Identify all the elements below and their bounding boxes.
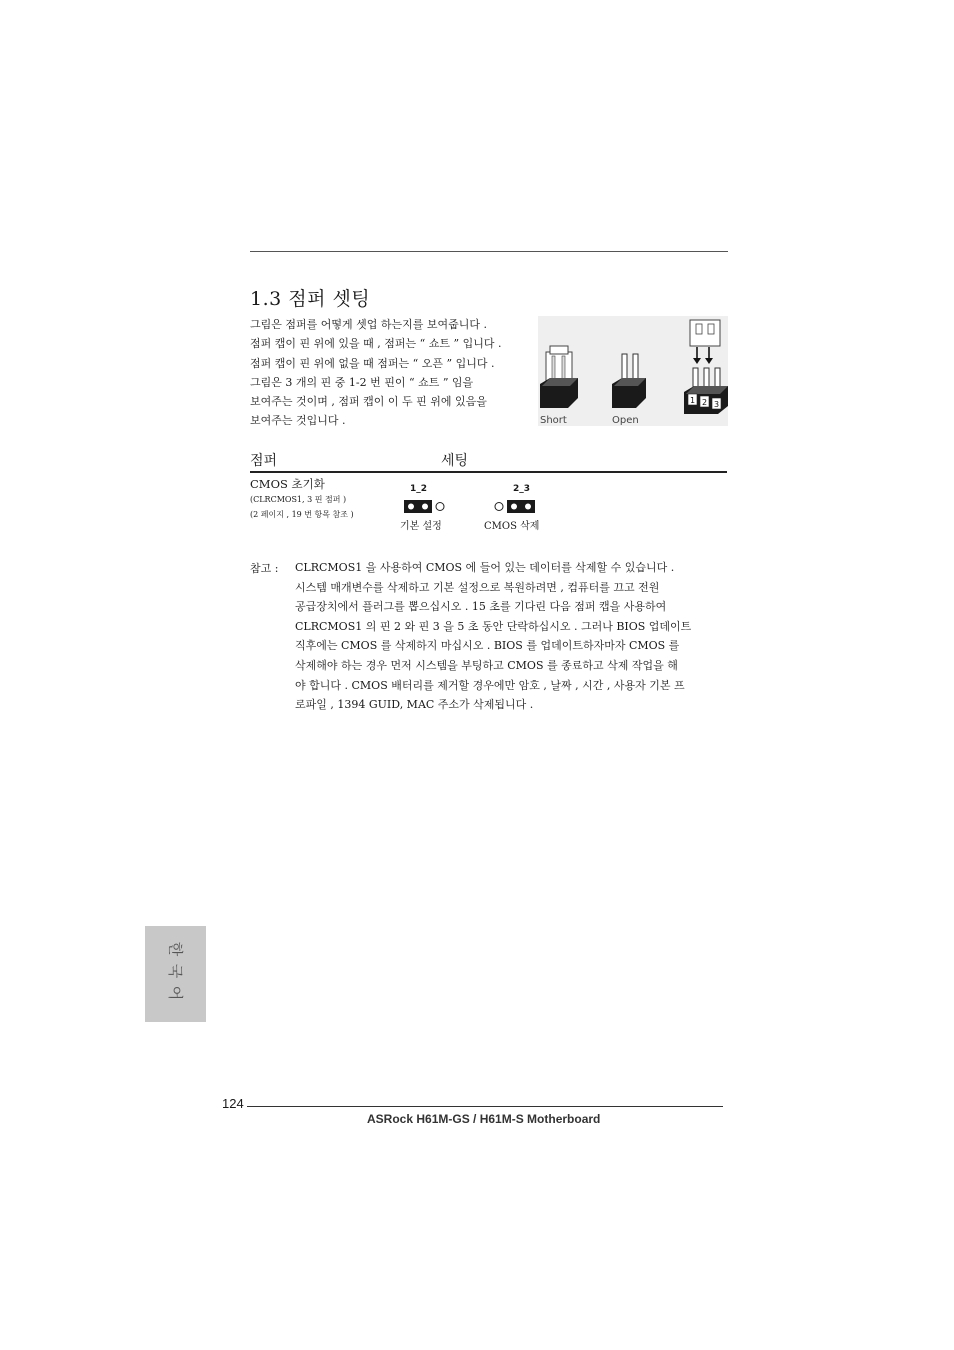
pins-1-2-label: 1_2	[410, 484, 428, 494]
cmos-reset-name: CMOS 초기화	[250, 477, 325, 491]
intro-line: 그림은 점퍼를 어떻게 셋업 하는지를 보여줍니다 .	[250, 318, 487, 331]
jumper-illustration	[538, 316, 728, 426]
section-title: 1.3 점퍼 셋팅	[250, 288, 371, 310]
language-side-tab	[145, 926, 206, 1022]
pin3-label: 3	[714, 400, 720, 409]
page-number: 124	[222, 1096, 244, 1111]
note-line: 공급장치에서 플러그를 뽑으십시오 . 15 초를 기다린 다음 점퍼 캡을 사용하여	[295, 600, 667, 614]
pin-header-1-2-short-icon	[403, 499, 449, 515]
three-pin-jumper-graphic	[684, 320, 728, 414]
intro-paragraph	[250, 315, 540, 431]
top-rule	[250, 251, 728, 252]
lang-tab-char: 한	[166, 941, 185, 957]
note-line: 로파일 , 1394 GUID, MAC 주소가 삭제됩니다 .	[295, 698, 534, 712]
pin1-label: 1	[690, 396, 696, 405]
note-line: CLRCMOS1 의 핀 2 와 핀 3 을 5 초 동안 단락하십시오 . 그러나 BIOS 업데이트	[295, 619, 692, 633]
footer-rule	[247, 1106, 723, 1107]
note-line: 직후에는 CMOS 를 삭제하지 마십시오 . BIOS 를 업데이트하자마자 CMOS 를	[295, 639, 680, 653]
jumper-figure-svg	[538, 316, 728, 426]
cmos-reset-page-ref: (2 페이지 , 19 번 항목 참조 )	[250, 510, 354, 519]
table-header-rule	[250, 471, 727, 473]
cmos-reset-jumper-id: (CLRCMOS1, 3 핀 점퍼 )	[250, 495, 347, 504]
pin-header-2-3-short-icon	[492, 499, 538, 515]
pins-2-3-label: 2_3	[513, 484, 531, 494]
table-header-jumper: 점퍼	[250, 453, 278, 469]
table-header-setting: 세팅	[441, 453, 469, 469]
intro-line: 점퍼 캡이 핀 위에 없을 때 점퍼는 “ 오픈 ” 입니다 .	[250, 356, 495, 370]
intro-line: 점퍼 캡이 핀 위에 있을 때 , 점퍼는 “ 쇼트 ” 입니다 .	[250, 337, 502, 351]
note-line: CLRCMOS1 을 사용하여 CMOS 에 들어 있는 데이터를 삭제할 수 있습니다 .	[295, 561, 675, 574]
short-label: Short	[540, 415, 567, 426]
default-setting-caption: 기본 설정	[400, 521, 442, 532]
pin2-label: 2	[702, 398, 708, 407]
footer-title: ASRock H61M-GS / H61M-S Motherboard	[367, 1112, 601, 1126]
note-line: 야 합니다 . CMOS 배터리를 제거할 경우에만 암호 , 날짜 , 시간 , 사용자 기본 프	[295, 678, 685, 692]
note-line: 시스템 매개변수를 삭제하고 기본 설정으로 복원하려면 , 컴퓨터를 끄고 전원	[295, 580, 660, 594]
note-label: 참고 :	[250, 562, 279, 575]
lang-tab-char: 어	[166, 985, 185, 1001]
intro-line: 보여주는 것입니다 .	[250, 414, 346, 428]
note-body	[295, 558, 727, 715]
lang-tab-char: 국	[166, 963, 185, 979]
short-jumper-graphic	[540, 346, 578, 408]
intro-line: 그림은 3 개의 핀 중 1-2 번 핀이 “ 쇼트 ” 임을	[250, 375, 474, 389]
open-label: Open	[612, 415, 639, 426]
intro-line: 보여주는 것이며 , 점퍼 캡이 이 두 핀 위에 있음을	[250, 395, 487, 409]
note-line: 삭제해야 하는 경우 먼저 시스템을 부팅하고 CMOS 를 종료하고 삭제 작업을 해	[295, 658, 678, 672]
open-jumper-graphic	[612, 354, 646, 408]
clear-cmos-caption: CMOS 삭제	[484, 521, 540, 532]
